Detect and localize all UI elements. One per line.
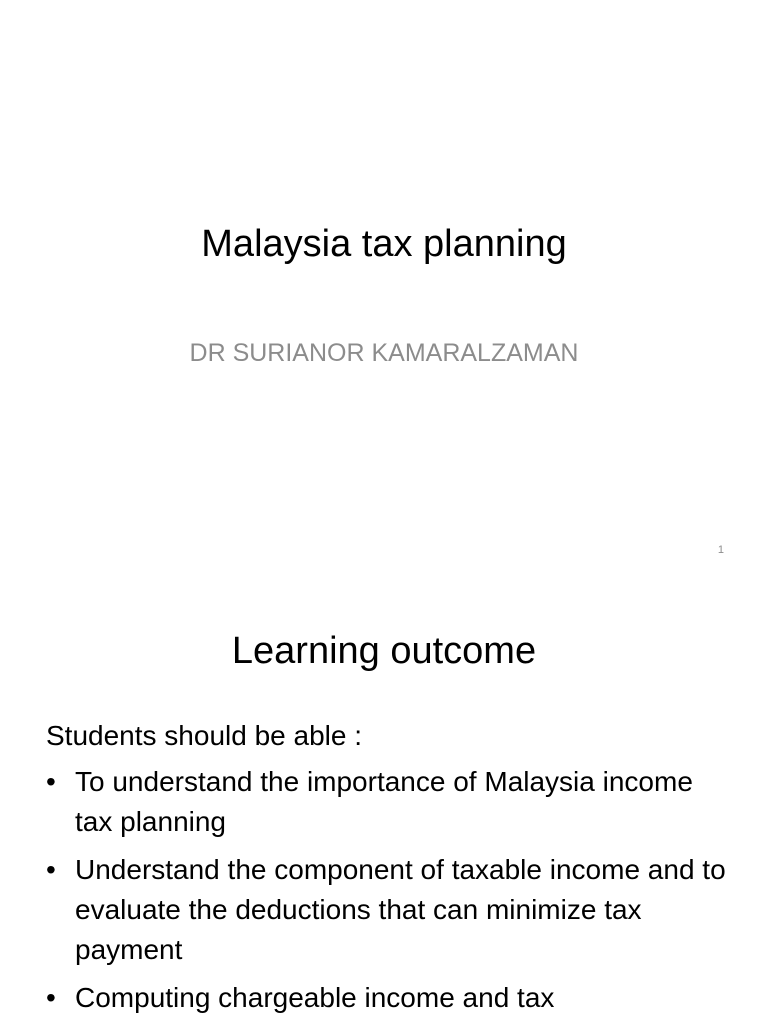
bullet-text: To understand the importance of Malaysia income tax planning <box>75 766 693 837</box>
bullet-list <box>46 762 736 1018</box>
slide-body <box>46 716 736 1026</box>
list-item <box>46 850 736 970</box>
slide-2 <box>0 576 768 1024</box>
slide-title: Malaysia tax planning <box>201 223 567 265</box>
slide-page-number: 1 <box>717 544 724 556</box>
bullet-icon: • <box>46 766 56 797</box>
list-item <box>46 978 736 1018</box>
bullet-text: Understand the component of taxable income and to evaluate the deductions that can minimize tax payment <box>75 854 726 965</box>
bullet-text: Computing chargeable income and tax <box>75 982 555 1013</box>
intro-text: Students should be able : <box>46 720 363 751</box>
slide-title: Learning outcome <box>231 630 537 672</box>
bullet-icon: • <box>46 854 56 885</box>
slide-subtitle-author: DR SURIANOR KAMARALZAMAN <box>189 339 579 367</box>
list-item <box>46 762 736 842</box>
bullet-icon: • <box>46 982 56 1013</box>
